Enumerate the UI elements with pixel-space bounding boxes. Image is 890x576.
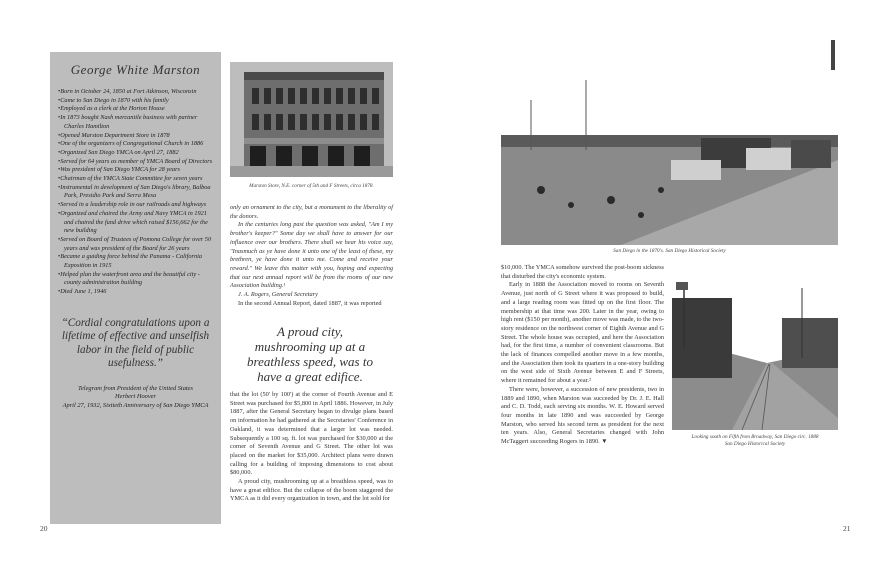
article-column-2-top [230,204,393,308]
fact-item: • Served in a leadership role in our railroads and highways [58,201,213,210]
paragraph: that the lot (50' by 100') at the corner of Fourth Avenue and E Street was purchased for $5,800 in April 1886. However, in July 1887, after the General Secretary began to divulge plans based on information he had gathered at the Secretaries' Conference in Oakland, it was determined that a larger lot was needed. Subsequently a 100 sq. ft. lot was purchased for $30,000 at the corner of Seventh Avenue and G Street. The other lot was placed on the market for $35,000. Architect plans were drawn calling for a building of imposing dimensions to cost about $80,000. [230,391,393,477]
fact-item: • Opened Marston Department Store in 1878 [58,132,213,141]
page-number-right: 21 [843,524,851,533]
photo-caption: San Diego in the 1870's. San Diego Historical Society [613,248,726,254]
photo-caption: Marston Store, N.E. corner of 5th and F Streets, circa 1878. [249,183,374,189]
caption-line: San Diego Historical Society [724,440,786,447]
san-diego-1870s-photo [501,40,838,245]
fact-item: • Served on Board of Trustees of Pomona College for over 50 years and was president of the Board for 26 years [58,236,213,253]
credit-line: April 27, 1932, Sixtieth Anniversary of San Diego YMCA [62,401,209,409]
sidebar-title: George White Marston [70,62,201,77]
fact-item: • Chairman of the YMCA State Committee for seven years [58,175,213,184]
fact-item: • Born in October 24, 1850 at Fort Atkinson, Wisconsin [58,88,213,97]
paragraph: In the second Annual Report, dated 1887, it was reported [238,299,382,307]
article-column-3 [501,264,664,447]
photo-caption [672,434,838,447]
fact-item: • Died June 1, 1946 [58,288,213,297]
credit-line: Telegram from President of the United States [77,384,194,392]
fact-item: • In 1873 bought Nash mercantile business with partner Charles Hamilton [58,114,213,131]
ymca-end-mark-icon: ▼ [601,438,608,446]
fact-item: • Instrumental in development of San Diego's library, Balboa Park, Presidio Park and Serra Mesa [58,184,213,201]
fact-item: • Helped plan the waterfront area and the beautiful city - county administration building [58,271,213,288]
fact-item: • Became a guiding force behind the Panama - California Exposition in 1915 [58,253,213,270]
paragraph-text: There were, however, a succession of new presidents, two in 1889 and 1890, when Marston was succeeded by Dr. J. E. Hall and C. D. Todd, each serving six months. W. E. Howard served four months in late 1890 and was succeeded by George Marston, who served his second term as president for the next ten years. Also, General Secretaries changed with John McTaggert succeeding Rogers in 1890. [501,385,664,446]
signature: J. A. Rogers, General Secretary [238,291,318,299]
facts-list [58,88,213,297]
biography-sidebar [50,52,221,524]
pull-quote: A proud city, mushrooming up at a breathless speed, was to have a great edifice. [247,324,373,384]
paragraph: Early in 1888 the Association moved to rooms on Seventh Avenue, just north of G Street where it was proposed to build, and a large reading room was fitted up on the first floor. The membership at that time was 200. Later in the year, owing to high rent ($150 per month), another move was made, to the two-story residence on the northwest corner of Eighth Avenue and G Street. The whole house was occupied, and here the Association had, for the first time, a number of convenient classrooms. But the lack of finances compelled another move in a few months, and the Association then took its quarters in a one-story building on the west side of Sixth Avenue between E and F Streets, where it remained for about a year.² [501,281,664,385]
sidebar-quote: “Cordial congratulations upon a lifetime of effective and unselfish labor in the field of public usefulness.” [61,316,210,370]
paragraph: In the centuries long past the question was asked, "Am I my brother's keeper?" Some day we shall have to answer for our influence over our brothers. There shall we hear his voice say, "Inasmuch as ye have done it unto one of the least of these, my brethren, ye have done it unto me. Come and receive your reward." We leave this matter with you, hoping and expecting that our next annual report will be from the rooms of our new Association building.¹ [230,221,393,290]
fact-item: • Served for 64 years as member of YMCA Board of Directors [58,158,213,167]
caption-line: Looking south on Fifth from Broadway, San Diego circ. 1888 [691,434,819,440]
fact-item: • Was president of San Diego YMCA for 28 years [58,166,213,175]
paragraph: only an ornament to the city, but a monument to the liberality of the donors. [230,204,393,220]
credit-line: Herbert Hoover [115,393,156,401]
fifth-street-photo [672,278,838,430]
fact-item: • Organized and chaired the Army and Navy YMCA in 1921 and chaired the fund drive which raised $156,662 for the new building [58,210,213,236]
page-number-left: 20 [40,524,48,533]
paragraph: $10,000. The YMCA somehow survived the post-boom sickness that disturbed the city's economic system. [501,264,664,280]
fact-item: • Employed as a clerk at the Horton House [58,105,213,114]
paragraph: A proud city, mushrooming up at a breathless speed, was to have a great edifice. But the collapse of the boom staggered the YMCA as it did every organization in town, and the lot sold for [230,478,393,503]
marston-store-photo [230,62,393,177]
article-column-2-bottom [230,391,393,504]
paragraph [501,386,664,447]
fact-item: • Organized San Diego YMCA on April 27, 1882 [58,149,213,158]
quote-credit [58,385,213,411]
fact-item: • Came to San Diego in 1870 with his family [58,97,213,106]
fact-item: • One of the organizers of Congregational Church in 1886 [58,140,213,149]
